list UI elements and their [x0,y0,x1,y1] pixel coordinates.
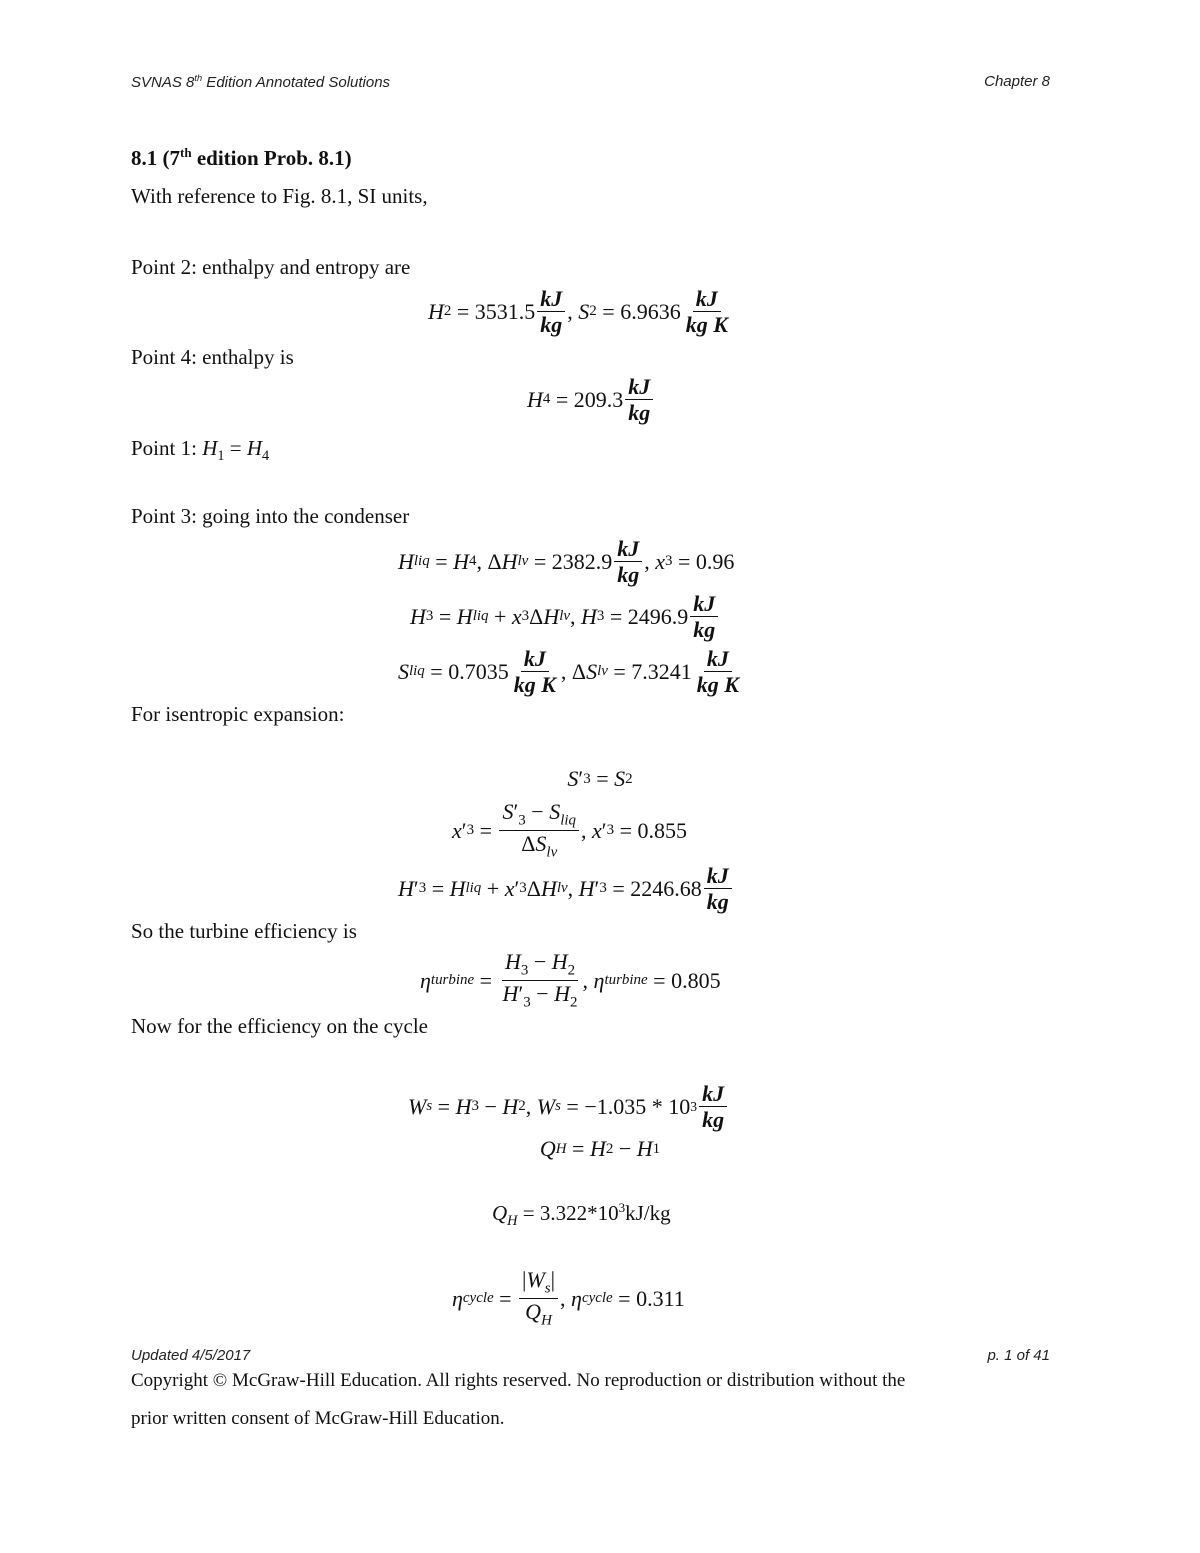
unit-num: kJ [537,287,565,312]
unit-den: kg [540,312,563,338]
header-title-rest: Edition Annotated Solutions [202,74,391,91]
eq-point3-line1: H liq = H 4 , Δ H lv = 2382.9 $\frac{kJ}{kg}$ , x 3 = 0.96 [398,536,735,588]
unit-num: kJ [704,864,732,889]
eta-cycle-value: 0.311 [636,1285,685,1311]
eq-point2: H 2 = 3531.5 $\frac{kJ}{kg}$ , S 2 = 6.9636 $\frac{kJ}{\text{kg K}}$ [428,287,733,336]
unit-num: kJ [704,647,732,672]
unit-frac [625,375,653,424]
unit-num: kJ [625,375,653,400]
copyright-line1: Copyright © McGraw-Hill Education. All rights reserved. No reproduction or distribution without the [131,1370,906,1391]
point3-text: Point 3: going into the condenser [131,504,410,528]
unit-frac [699,1082,727,1131]
unit-num: kJ [614,537,642,562]
cycle-text: Now for the efficiency on the cycle [131,1014,428,1038]
eq-isentropic-line2: x ′ 3 = $\frac{S'_3 - S_{liq}}{\Delta S_{lv}}$ , x ′ 3 = 0.855 [452,799,687,861]
unit-den: kg [693,617,716,643]
Ws-value: −1.035 * 10 [584,1093,691,1119]
S2-value: 6.9636 [620,298,681,324]
QH-unit: kJ/kg [625,1201,671,1225]
eq-isentropic-line3: H ′ 3 = H liq + x ′ 3 Δ H lv , H ′ 3 = 2246.68 $\frac{kJ}{kg}$ [398,864,734,913]
dHlv-value: 2382.9 [551,548,613,574]
unit-num: kJ [690,592,718,617]
x3p-value: 0.855 [637,817,687,843]
unit-frac [683,287,731,336]
copyright-line2: prior written consent of McGraw-Hill Education. [131,1408,505,1429]
unit-num: kJ [521,647,549,672]
H2-value: 3531.5 [474,298,536,324]
unit-num: kJ [699,1082,727,1107]
unit-frac [690,592,718,641]
eq-cycle-work: W s = H 3 − H 2 , W s = −1.035 * 10 3 $\frac{kJ}{kg}$ [408,1082,729,1131]
footer-page-number: p. 1 of 41 [987,1347,1050,1364]
problem-title [131,145,352,171]
cycle-frac: $\frac{|W_s|}{Q_H}$ [519,1268,558,1329]
unit-den: kg [617,562,640,588]
point1-text: Point 1: $H_1 = H_4$ [131,436,270,465]
eta-turbine-value: 0.805 [671,967,721,993]
eq-point3-line3: S liq = 0.7035 $\frac{kJ}{\text{kg K}}$ , Δ S lv = 7.3241 $\frac{kJ}{\text{kg K}}$ [398,647,744,696]
intro-text: With reference to Fig. 8.1, SI units, [131,184,428,208]
point4-text: Point 4: enthalpy is [131,345,294,369]
efficiency-frac: $\frac{H_3 - H_2}{H'_3 - H_2}$ [502,949,578,1011]
eq-point3-line2: H 3 = H liq + x 3 Δ H lv , H 3 = 2496.9 $\frac{kJ}{kg}$ [410,592,720,641]
eq-cycle-heat: Q H = H 2 − H 1 [539,1136,661,1161]
QH-exponent: 3 [618,1200,626,1215]
unit-den: kg [706,889,729,915]
eq-turbine: η turbine = $\frac{H_3 - H_2}{H'_3 - H_2}$ , η turbine = 0.805 [420,949,721,1011]
unit-frac [704,864,732,913]
eq-isentropic-line1: S ′ 3 = S 2 [567,766,633,791]
unit-den: kg K [685,312,728,338]
title-main: 8.1 (7 [131,146,180,170]
footer-updated: Updated 4/5/2017 [131,1347,251,1364]
x3-value: 0.96 [695,548,735,574]
header-title: SVNAS 8 [131,74,195,91]
H3p-value: 2246.68 [630,875,702,901]
eq-cycle-efficiency: η cycle = $\frac{|W_s|}{Q_H}$ , η cycle = 0.311 [452,1267,685,1329]
QH-value: = 3.322*10 [517,1201,619,1225]
H3-value: 2496.9 [627,603,689,629]
point2-text: Point 2: enthalpy and entropy are [131,255,411,279]
turbine-text: So the turbine efficiency is [131,919,357,943]
dSlv-value: 7.3241 [631,658,692,684]
header-sup: th [194,73,203,83]
isentropic-text: For isentropic expansion: [131,702,345,726]
QH-result: $Q_H = 3.322*10^3kJ/kg$ [492,1200,671,1230]
title-sup: th [180,145,192,160]
unit-frac [511,647,559,696]
point1-label: Point 1: [131,436,203,460]
H4-value: 209.3 [573,386,624,412]
eq-point4: H 4 = 209.3 $\frac{kJ}{kg}$ [527,375,655,424]
unit-den: kg K [513,672,556,698]
unit-den: kg [628,400,651,426]
running-header-right: Chapter 8 [984,73,1050,90]
title-rest: edition Prob. 8.1) [191,146,352,170]
unit-den: kg K [696,672,739,698]
unit-den: kg [702,1107,725,1133]
running-header-left [131,73,390,91]
unit-frac [537,287,565,336]
quality-frac: $\frac{S'_3 - S_{liq}}{\Delta S_{lv}}$ [499,800,579,861]
Ws-exponent: 3 [690,1098,698,1114]
unit-frac [614,537,642,586]
Sliq-value: 0.7035 [448,658,509,684]
unit-num: kJ [693,287,721,312]
unit-frac [694,647,742,696]
